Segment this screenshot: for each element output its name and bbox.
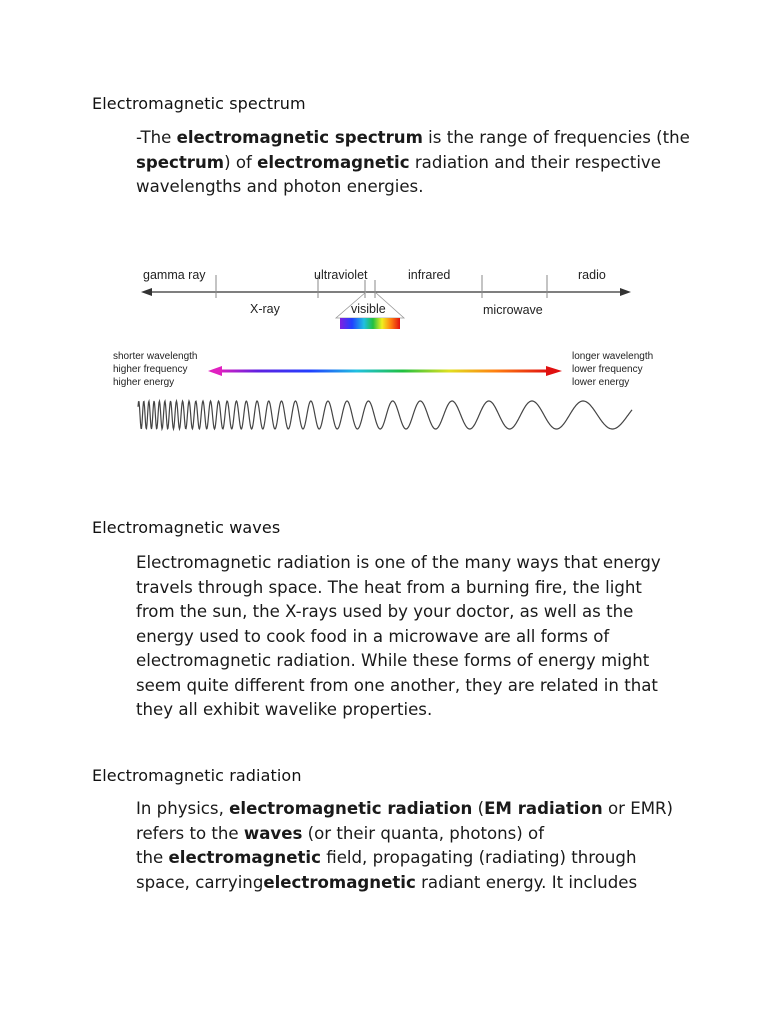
text-run: from the sun, the X-rays used by your doctor, as well as the (136, 602, 634, 621)
label-gamma-ray: gamma ray (143, 268, 206, 282)
text-run: radiation and their respective (409, 152, 661, 172)
paragraph-line (136, 151, 690, 176)
bold-term: spectrum (136, 152, 225, 172)
right-side-line-1: longer wavelength (572, 351, 654, 362)
left-side-line-1: shorter wavelength (113, 351, 198, 362)
paragraph-line (136, 175, 690, 200)
text-run: ) of (224, 152, 258, 172)
paragraph-electromagnetic-spectrum (136, 126, 690, 200)
text-run: or EMR) (602, 799, 674, 818)
text-run: the (136, 848, 169, 867)
heading-electromagnetic-spectrum: Electromagnetic spectrum (92, 94, 306, 113)
paragraph-line (136, 126, 690, 151)
text-run: (or their quanta, photons) of (302, 823, 545, 843)
em-spectrum-diagram (0, 250, 768, 460)
paragraph-line (136, 551, 661, 576)
bold-term: electromagnetic (168, 848, 321, 867)
wavelength-illustration (138, 401, 632, 429)
text-run: radiant energy. It includes (415, 872, 638, 892)
text-run: is the range of frequencies (the (422, 128, 690, 147)
label-x-ray: X-ray (250, 302, 280, 316)
text-run: electromagnetic radiation. While these forms of energy might (136, 651, 650, 670)
text-run: energy used to cook food in a microwave are all forms of (136, 626, 610, 646)
paragraph-line (136, 625, 661, 650)
paragraph-line (136, 698, 661, 723)
paragraph-line (136, 600, 661, 625)
bold-term: electromagnetic (263, 872, 416, 892)
visible-color-band (340, 318, 400, 329)
bold-term: EM radiation (484, 799, 603, 818)
paragraph-line (136, 871, 673, 896)
rainbow-arrow-right-head (546, 366, 562, 376)
rainbow-arrow-left-head (208, 366, 222, 376)
rainbow-arrow-bar (218, 370, 548, 373)
label-radio: radio (578, 268, 606, 282)
heading-electromagnetic-waves: Electromagnetic waves (92, 518, 281, 537)
text-run: travels through space. The heat from a burning fire, the light (136, 577, 642, 597)
label-ultraviolet: ultraviolet (314, 268, 368, 282)
text-run: ( (472, 799, 485, 818)
heading-electromagnetic-radiation: Electromagnetic radiation (92, 766, 302, 785)
text-run: refers to the (136, 823, 244, 843)
bold-term: waves (243, 823, 303, 843)
paragraph-line (136, 822, 673, 847)
bold-term: electromagnetic (257, 152, 410, 172)
right-side-line-2: lower frequency (572, 364, 643, 375)
text-run: wavelengths and photon energies. (136, 177, 424, 196)
bold-term: electromagnetic radiation (229, 799, 473, 818)
paragraph-electromagnetic-radiation (136, 797, 673, 895)
left-side-line-3: higher energy (113, 377, 175, 388)
text-run: Electromagnetic radiation is one of the many ways that energy (136, 553, 661, 572)
paragraph-line (136, 649, 661, 674)
left-side-line-2: higher frequency (113, 364, 188, 375)
axis-right-arrowhead (620, 288, 631, 296)
text-run: field, propagating (radiating) through (320, 848, 637, 867)
text-run: In physics, (136, 799, 230, 818)
right-side-line-3: lower energy (572, 377, 630, 388)
paragraph-line (136, 576, 661, 601)
paragraph-line (136, 674, 661, 699)
label-infrared: infrared (408, 268, 451, 282)
text-run: seem quite different from one another, they are related in that (136, 675, 658, 695)
label-microwave: microwave (483, 303, 543, 317)
text-run: space, carrying (136, 872, 264, 892)
bold-term: electromagnetic spectrum (176, 128, 423, 147)
paragraph-line (136, 846, 673, 871)
text-run: they all exhibit wavelike properties. (136, 700, 433, 719)
text-run: -The (136, 128, 177, 147)
paragraph-line (136, 797, 673, 822)
label-visible: visible (351, 302, 386, 316)
paragraph-electromagnetic-waves (136, 551, 661, 723)
axis-left-arrowhead (141, 288, 152, 296)
